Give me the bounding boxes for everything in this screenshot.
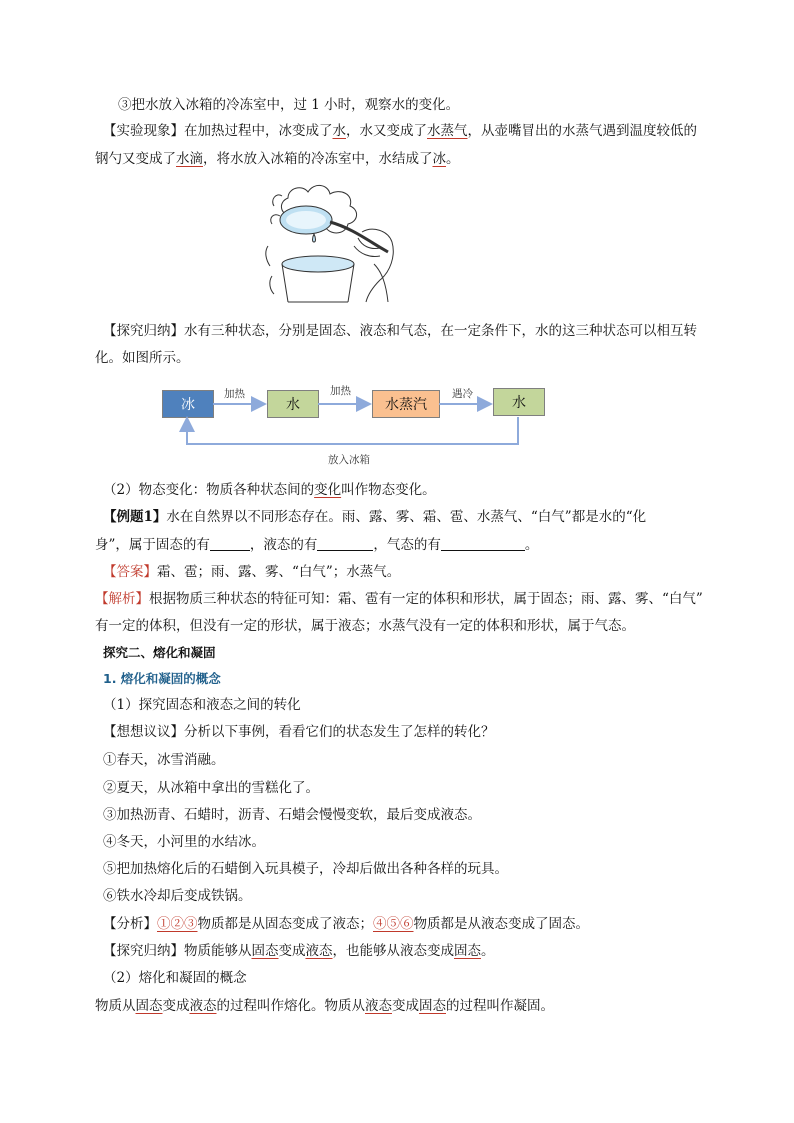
text: 身”，属于固态的有 (95, 537, 210, 553)
text: 变成 (278, 943, 306, 959)
arrow-label-heat-2: 加热 (330, 385, 351, 397)
text: ，水又变成了 (346, 123, 427, 139)
section-heading: 探究二、熔化和凝固 (103, 645, 216, 660)
blank-liquid (317, 536, 373, 551)
think-prompt: 【想想议议】分析以下事例，看看它们的状态发生了怎样的转化？ (103, 724, 495, 740)
answer-group-1: ①②③ (157, 916, 198, 932)
step-3-text: ③把水放入冰箱的冷冻室中，过 1 小时，观察水的变化。 (118, 97, 460, 113)
text: 在加热过程中，冰变成了 (184, 123, 333, 139)
answer-line (103, 563, 400, 581)
analyze-tag: 【分析】 (103, 916, 157, 932)
answer-water: 水 (332, 123, 346, 139)
text: 的过程叫作凝固。 (446, 998, 554, 1014)
summary-line-1: 【探究归纳】水有三种状态，分别是固态、液态和气态，在一定条件下，水的这三种状态可以相互转 (103, 323, 697, 339)
box-water-1: 水 (267, 390, 319, 418)
box-steam: 水蒸汽 (372, 390, 440, 418)
text: 【探究归纳】物质能够从 (103, 943, 252, 959)
text: 霜、雹；雨、露、雾、“白气”；水蒸气。 (157, 564, 401, 580)
list-item: ⑤把加热熔化后的石蜡倒入玩具模子，冷却后做出各种各样的玩具。 (103, 861, 508, 877)
text: ，也能够从液态变成 (332, 943, 454, 959)
question-2: （2）熔化和凝固的概念 (103, 970, 247, 986)
text: ，将水放入冰箱的冷冻室中，水结成了 (203, 151, 433, 167)
arrow-label-heat-1: 加热 (224, 388, 245, 400)
box-water-2: 水 (493, 388, 545, 416)
experiment-line-1 (103, 122, 697, 140)
text: 。 (481, 943, 495, 959)
text: 变成 (392, 998, 419, 1014)
definition-line (95, 997, 554, 1015)
text: 钢勺又变成了 (95, 151, 176, 167)
answer-def-liquid: 液态 (189, 998, 217, 1014)
text: 水在自然界以不同形态存在。雨、露、雾、霜、雹、水蒸气、“白气”都是水的“化 (166, 509, 647, 525)
text: 物质从 (95, 998, 136, 1014)
state-change-definition (103, 481, 436, 499)
diagram-arrows (150, 380, 560, 450)
list-item: ⑥铁水冷却后变成铁锅。 (103, 888, 252, 904)
blank-solid (210, 536, 250, 551)
spoon-steam-illustration (262, 176, 400, 304)
subsection-heading: 1. 熔化和凝固的概念 (103, 671, 221, 686)
text: ，液态的有 (249, 537, 318, 553)
text: ，从壶嘴冒出的水蒸气遇到温度较低的 (467, 123, 697, 139)
arrow-label-cool: 遇冷 (452, 388, 473, 400)
answer-def-solid: 固态 (135, 998, 163, 1014)
list-item: ③加热沥青、石蜡时，沥青、石蜡会慢慢变软，最后变成液态。 (103, 807, 481, 823)
question-1: （1）探究固态和液态之间的转化 (103, 697, 301, 713)
text: （2）物态变化：物质各种状态间的 (103, 482, 315, 498)
summary-line-2: 化。如图所示。 (95, 350, 190, 366)
answer-tag: 【答案】 (103, 564, 157, 580)
example-line-2 (95, 536, 538, 554)
text: 变成 (162, 998, 190, 1014)
text: 。 (524, 537, 539, 553)
text: 叫作物态变化。 (341, 482, 436, 498)
answer-def-liquid-2: 液态 (365, 998, 392, 1014)
text: 物质都是从固态变成了液态； (197, 916, 373, 932)
text: 根据物质三种状态的特征可知：霜、雹有一定的体积和形状，属于固态；雨、露、雾、“白气” (149, 591, 703, 607)
answer-droplets: 水滴 (176, 151, 203, 167)
answer-change: 变化 (314, 482, 342, 498)
blank-gas (441, 536, 525, 551)
text: 。 (446, 151, 460, 167)
example-tag: 【例题1】 (103, 509, 167, 525)
analysis-2-line (103, 915, 589, 933)
list-item: ①春天，冰雪消融。 (103, 752, 225, 768)
experiment-line-2 (95, 150, 460, 168)
answer-liquid: 液态 (305, 943, 333, 959)
text: 物质都是从液态变成了固态。 (413, 916, 589, 932)
list-item: ④冬天，小河里的水结冰。 (103, 834, 265, 850)
answer-solid: 固态 (251, 943, 279, 959)
answer-def-solid-2: 固态 (419, 998, 446, 1014)
analysis-line-2: 有一定的体积，但没有一定的形状，属于液态；水蒸气没有一定的体积和形状，属于气态。 (95, 618, 635, 634)
text: ，气态的有 (373, 537, 441, 553)
answer-solid-2: 固态 (454, 943, 481, 959)
answer-ice: 冰 (432, 151, 446, 167)
return-label: 放入冰箱 (328, 454, 370, 466)
answer-group-2: ④⑤⑥ (373, 916, 414, 932)
summary-2-line (103, 942, 495, 960)
text: 的过程叫作熔化。物质从 (216, 998, 365, 1014)
experiment-tag: 【实验现象】 (103, 123, 184, 139)
analysis-tag: 【解析】 (95, 591, 149, 607)
answer-steam: 水蒸气 (427, 123, 468, 139)
analysis-line-1 (95, 590, 703, 608)
box-ice: 冰 (162, 390, 214, 418)
list-item: ②夏天，从冰箱中拿出的雪糕化了。 (103, 780, 319, 796)
example-line-1 (103, 508, 646, 526)
